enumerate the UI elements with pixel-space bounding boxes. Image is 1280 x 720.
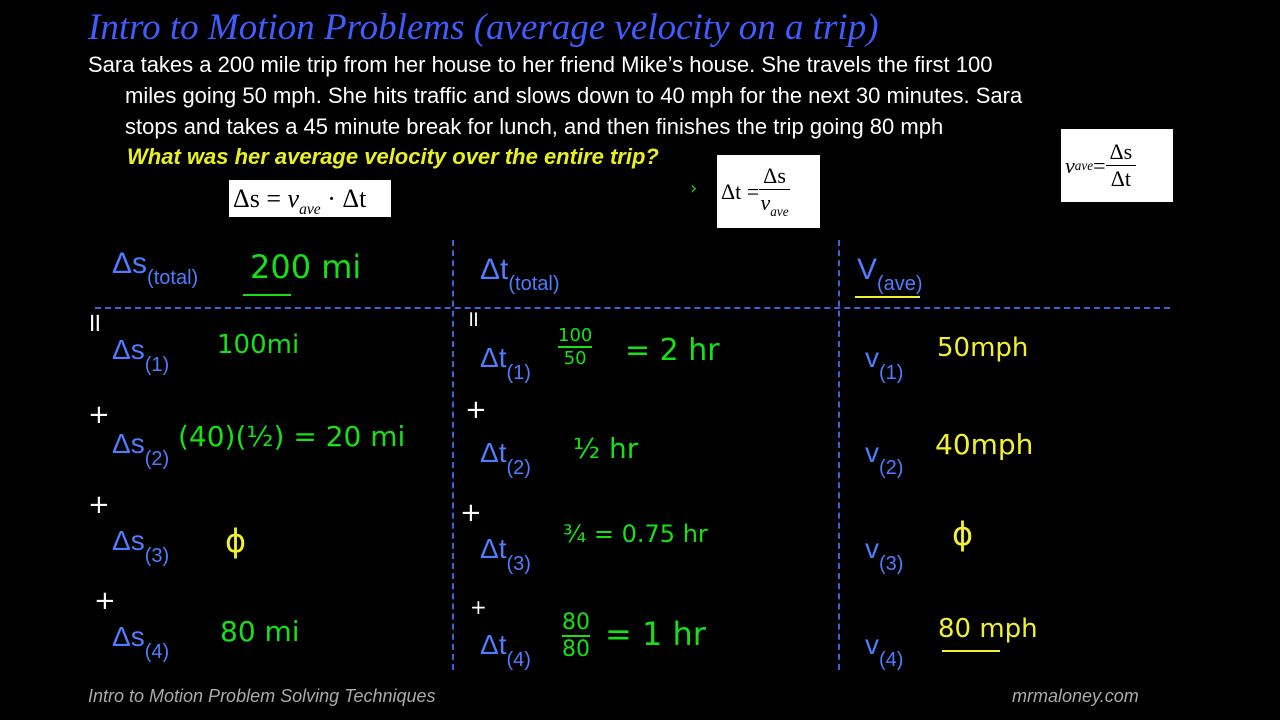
column-divider-1 bbox=[452, 240, 454, 670]
time-3-value: ¾ = 0.75 hr bbox=[563, 520, 708, 548]
total-distance-value: 200 mi bbox=[250, 248, 362, 286]
velocity-4-value: 80 mph bbox=[938, 614, 1038, 644]
plus-mark-s-2: + bbox=[88, 490, 110, 520]
label-v-3: $v_{(3)}$ bbox=[865, 533, 904, 575]
equals-mark-s: ॥ bbox=[86, 308, 102, 338]
distance-1-value: 100mi bbox=[217, 330, 300, 360]
label-delta-t-3: $\Delta t_{(3)}$ bbox=[480, 533, 531, 575]
plus-mark-s-1: + bbox=[88, 400, 110, 430]
label-v-2: $v_{(2)}$ bbox=[865, 437, 904, 479]
time-1-value: = 2 hr bbox=[625, 333, 720, 368]
label-delta-t-2: $\Delta t_{(2)}$ bbox=[480, 437, 531, 479]
plus-mark-t-3: + bbox=[470, 595, 487, 619]
label-delta-t-4: $\Delta t_{(4)}$ bbox=[480, 629, 531, 671]
header-divider bbox=[95, 307, 1170, 309]
problem-line-2: miles going 50 mph. She hits traffic and slows down to 40 mph for the next 30 minutes. Sara bbox=[125, 83, 1023, 108]
velocity-1-value: 50mph bbox=[937, 333, 1029, 363]
formula-velocity: v ave = $\frac{\Delta s}{\Delta t}$ bbox=[1061, 129, 1173, 202]
plus-mark-t-2: + bbox=[460, 498, 482, 528]
velocity-4-underline bbox=[942, 650, 1000, 652]
label-v-1: $v_{(1)}$ bbox=[865, 342, 904, 384]
time-1-fraction: 100 50 bbox=[558, 325, 593, 369]
plus-mark-t-1: + bbox=[465, 395, 487, 425]
label-v-4: $v_{(4)}$ bbox=[865, 629, 904, 671]
time-4-fraction: 80 80 bbox=[562, 610, 590, 662]
time-4-value: = 1 hr bbox=[605, 615, 706, 653]
formula-displacement: $\Delta s = v_{ave} \cdot \Delta t$ bbox=[229, 180, 391, 217]
problem-line-1: Sara takes a 200 mile trip from her house to her friend Mike’s house. She travels the first 100 bbox=[88, 52, 993, 77]
question-text: What was her average velocity over the entire trip? bbox=[127, 144, 659, 169]
problem-line-3: stops and takes a 45 minute break for lunch, and then finishes the trip going 80 mph bbox=[125, 114, 944, 139]
page-title: Intro to Motion Problems (average velocity on a trip) bbox=[88, 7, 879, 48]
formula-time: Δt = $\frac{\Delta s}{v_{ave}}$ bbox=[717, 155, 820, 228]
label-delta-s-1: $\Delta s_{(1)}$ bbox=[112, 334, 170, 376]
arrow-mark: › bbox=[690, 178, 698, 199]
time-2-value: ½ hr bbox=[573, 432, 639, 465]
v-ave-underline bbox=[855, 296, 920, 298]
label-delta-s-4: $\Delta s_{(4)}$ bbox=[112, 621, 170, 663]
total-distance-underline bbox=[243, 294, 291, 296]
column-divider-2 bbox=[838, 240, 840, 670]
label-delta-t-1: $\Delta t_{(1)}$ bbox=[480, 342, 531, 384]
distance-3-value: ϕ bbox=[225, 522, 247, 560]
distance-4-value: 80 mi bbox=[220, 615, 300, 648]
plus-mark-s-3: + bbox=[94, 586, 116, 616]
header-v-ave: $V_{(ave)}$ bbox=[857, 253, 923, 295]
footer-website: mrmaloney.com bbox=[1012, 686, 1139, 706]
velocity-3-value: ϕ bbox=[952, 515, 974, 553]
header-delta-s-total: $\Delta s_{(total)}$ bbox=[112, 247, 199, 289]
distance-2-value: (40)(½) = 20 mi bbox=[178, 420, 406, 453]
label-delta-s-2: $\Delta s_{(2)}$ bbox=[112, 428, 170, 470]
equals-mark-t: ॥ bbox=[466, 307, 480, 332]
label-delta-s-3: $\Delta s_{(3)}$ bbox=[112, 525, 170, 567]
header-delta-t-total: $\Delta t_{(total)}$ bbox=[480, 253, 560, 295]
footer-course-title: Intro to Motion Problem Solving Techniques bbox=[88, 686, 436, 706]
velocity-2-value: 40mph bbox=[935, 428, 1034, 461]
